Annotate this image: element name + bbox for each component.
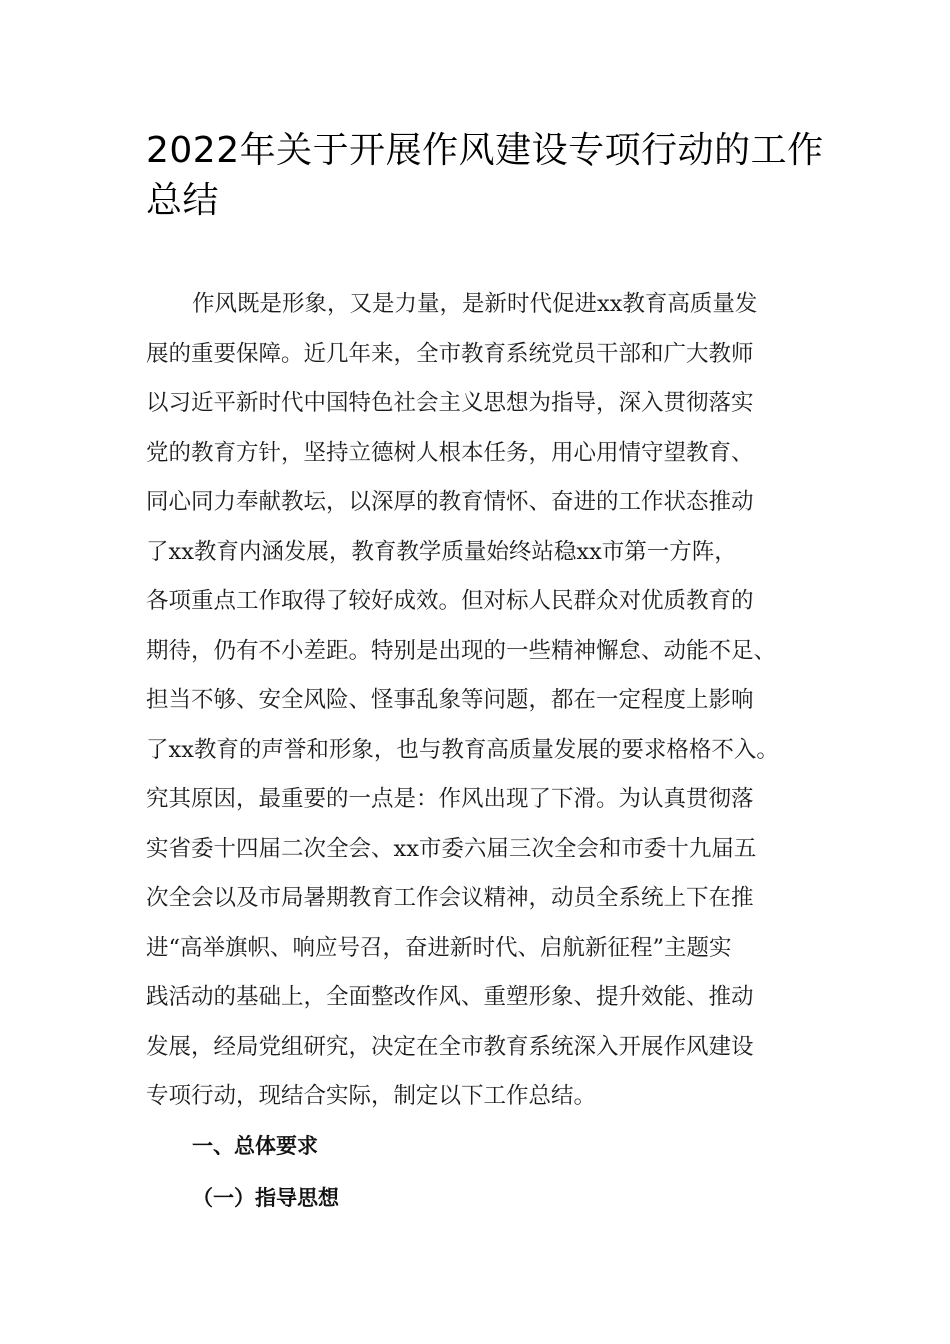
subsection-heading-guiding-ideology: （一）指导思想	[192, 1186, 339, 1210]
paragraph-line: 担当不够、安全风险、怪事乱象等问题，都在一定程度上影响	[146, 687, 754, 713]
title-line-2: 总结	[146, 180, 220, 221]
document-title	[146, 126, 826, 226]
paragraph-line: 究其原因，最重要的一点是：作风出现了下滑。为认真贯彻落	[146, 786, 754, 812]
paragraph-line: 各项重点工作取得了较好成效。但对标人民群众对优质教育的	[146, 588, 754, 614]
paragraph-line: 专项行动，现结合实际，制定以下工作总结。	[146, 1083, 597, 1109]
title-line-1: 2022年关于开展作风建设专项行动的工作	[146, 130, 824, 171]
paragraph-line: 作风既是形象，又是力量，是新时代促进xx教育高质量发	[192, 291, 758, 317]
intro-paragraph	[146, 280, 836, 1122]
paragraph-line: 次全会以及市局暑期教育工作会议精神，动员全系统上下在推	[146, 885, 754, 911]
paragraph-line: 同心同力奉献教坛，以深厚的教育情怀、奋进的工作状态推动	[146, 489, 754, 515]
paragraph-line: 了xx教育的声誉和形象，也与教育高质量发展的要求格格不入。	[146, 736, 779, 763]
paragraph-line: 践活动的基础上，全面整改作风、重塑形象、提升效能、推动	[146, 984, 754, 1010]
paragraph-line: 发展，经局党组研究，决定在全市教育系统深入开展作风建设	[146, 1033, 754, 1060]
paragraph-line: 展的重要保障。近几年来，全市教育系统党员干部和广大教师	[146, 340, 754, 367]
paragraph-line: 期待，仍有不小差距。特别是出现的一些精神懈怠、动能不足、	[146, 637, 777, 664]
section-heading-general-requirements: 一、总体要求	[192, 1134, 318, 1158]
paragraph-line: 党的教育方针，坚持立德树人根本任务，用心用情守望教育、	[146, 439, 754, 466]
paragraph-line: 以习近平新时代中国特色社会主义思想为指导，深入贯彻落实	[146, 390, 754, 416]
paragraph-line: 实省委十四届二次全会、xx市委六届三次全会和市委十九届五	[146, 835, 757, 862]
paragraph-line: 了xx教育内涵发展，教育教学质量始终站稳xx市第一方阵，	[146, 538, 737, 565]
paragraph-line: 进“高举旗帜、响应号召，奋进新时代、启航新征程”主题实	[146, 934, 732, 961]
